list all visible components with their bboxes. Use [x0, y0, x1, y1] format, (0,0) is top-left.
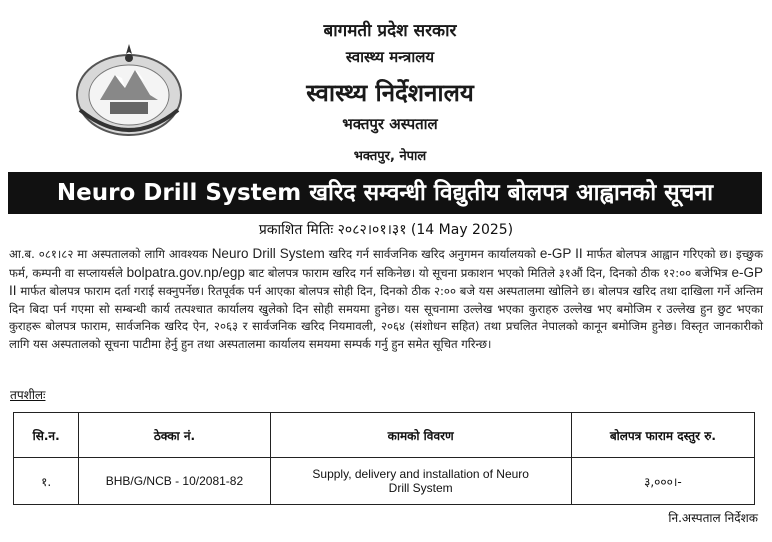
nepal-emblem-icon [70, 40, 188, 140]
hospital-address: भक्तपुर, नेपाल [353, 149, 427, 164]
body-text: मार्फत बोलपत्र फाराम दर्ता गराई सक्नुपर्नेछ। रितपूर्वक पर्न आएका बोलपत्र सोही दिन, दिनको ठीक २:०० बजे यस अस्पतालमा खोलिने छ। बोलपत्र खरिद तथा दाखिला गर्ने अन्तिम दिन बिदा पर्न गएमा सो सम्बन्धी कार्य तत्पश्चात कार्यालय खुलेको दिन सोही समयमा हुनेछ। यस सूचनामा उल्लेख भएका कुराहरु उल्लेख भए बमोजिम र उल्लेख हुन छुट भएका कुराहरू बोलपत्र फाराम, सार्वजनिक खरिद ऐन, २०६३ र सार्वजनिक खरिद नियमावली, २०६४ (संशोधन सहित) तथा प्रचलित नेपालको कानून बमोजिम हुनेछ। विस्तृत जानकारीको लागि यस अस्पतालको सूचना पाटीमा हेर्नु हुन तथा अस्पतालमा कार्यालय समयमा सम्पर्क गर्नु हुन समेत सूचित गरिन्छ। [9, 284, 763, 351]
cell-contract-no: BHB/G/NCB - 10/2081-82 [79, 458, 270, 505]
header-sn: सि.न. [14, 413, 79, 458]
body-url: bolpatra.gov.np/egp [126, 264, 245, 280]
body-text: खरिद गर्न सार्वजनिक खरिद अनुगमन कार्यालयको [324, 247, 540, 261]
tender-table [13, 412, 755, 505]
header-fee-label: बोलपत्र फाराम दस्तुर रु. [609, 428, 716, 443]
notice-body [9, 245, 763, 354]
body-egp: e-GP II [539, 246, 583, 261]
directorate-name: स्वास्थ्य निर्देशनालय [306, 79, 474, 107]
ministry-name: स्वास्थ्य मन्त्रालय [345, 48, 435, 66]
description-text: Supply, delivery and installation of Neuro Drill System [312, 467, 529, 495]
hospital-name: भक्तपुर अस्पताल [342, 115, 438, 133]
details-label: तपशीलः [10, 388, 46, 402]
header-contract-no: ठेक्का नं. [79, 413, 270, 458]
notice-title: Neuro Drill System खरिद सम्वन्धी विद्युतीय बोलपत्र आह्वानको सूचना [8, 172, 762, 214]
cell-fee: ३,०००।- [571, 458, 754, 505]
body-egp: e-GP II [9, 264, 763, 299]
province-government: बागमती प्रदेश सरकार [323, 21, 457, 41]
table-header-row [14, 413, 755, 458]
body-product: Neuro Drill System [211, 246, 325, 261]
body-text: मार्फत बोलपत्र आह्वान गरिएको छ। इच्छुक फर्म, कम्पनी वा सप्लायर्सले [9, 247, 763, 280]
header-fee [571, 413, 754, 458]
header-description: कामको विवरण [270, 413, 571, 458]
cell-description [270, 458, 571, 505]
publish-date: प्रकाशित मितिः २०८२।०१।३१ (14 May 2025) [258, 222, 514, 238]
cell-sn: १. [14, 458, 79, 505]
table-row [14, 458, 755, 505]
body-text: आ.ब. ०८१।८२ मा अस्पतालको लागि आवश्यक [9, 247, 212, 261]
body-text: बाट बोलपत्र फाराम खरिद गर्न सकिनेछ। यो सूचना प्रकाशन भएको मितिले ३१औं दिन, दिनको ठीक १२:०० बजेभित्र [244, 265, 732, 280]
signature: नि.अस्पताल निर्देशक [668, 511, 758, 525]
